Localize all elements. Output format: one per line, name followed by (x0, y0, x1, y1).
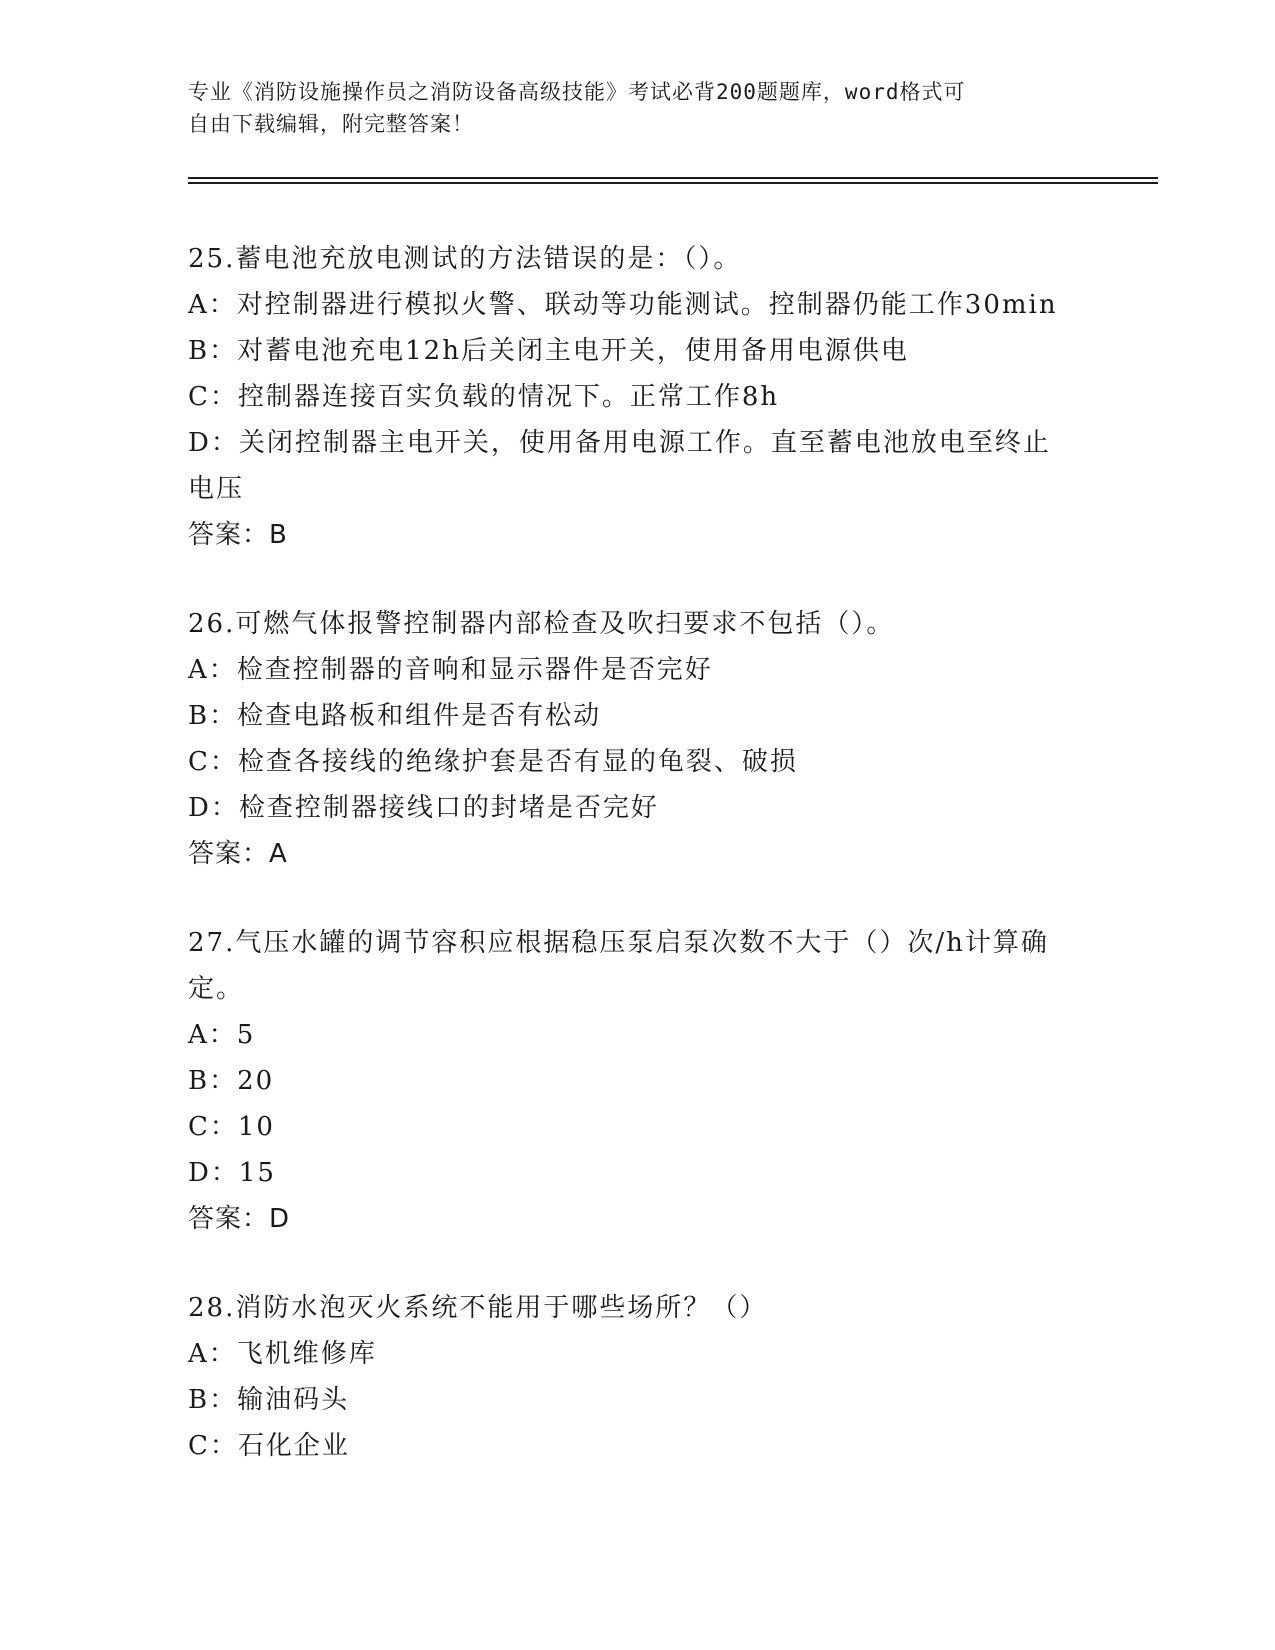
answer-label: 答案：D (188, 1204, 291, 1234)
header-divider-bottom (188, 182, 1158, 184)
header-line-1: 专业《消防设施操作员之消防设备高级技能》考试必背200题题库，word格式可 (188, 80, 966, 104)
option-d-continued: 电压 (188, 474, 245, 504)
document-header (188, 76, 1088, 140)
option-b: B：20 (188, 1066, 275, 1096)
option-c: C：检查各接线的绝缘护套是否有显的龟裂、破损 (188, 747, 798, 777)
header-divider-top (188, 177, 1158, 179)
question-25 (188, 236, 1088, 558)
option-a: A：飞机维修库 (188, 1339, 377, 1369)
question-26 (188, 601, 1088, 877)
question-stem: 25.蓄电池充放电测试的方法错误的是：（）。 (188, 244, 742, 274)
question-stem: 28.消防水泡灭火系统不能用于哪些场所？（） (188, 1293, 768, 1323)
option-d: D：检查控制器接线口的封堵是否完好 (188, 793, 659, 823)
option-c: C：10 (188, 1112, 275, 1142)
option-a: A：检查控制器的音响和显示器件是否完好 (188, 655, 713, 685)
question-stem: 27.气压水罐的调节容积应根据稳压泵启泵次数不大于（）次/h计算确 (188, 928, 1049, 958)
header-line-2: 自由下载编辑，附完整答案！ (188, 112, 474, 136)
answer-label: 答案：A (188, 839, 288, 869)
question-stem-continued: 定。 (188, 974, 245, 1004)
option-b: B：检查电路板和组件是否有松动 (188, 701, 602, 731)
option-d: D：15 (188, 1158, 276, 1188)
question-stem: 26.可燃气体报警控制器内部检查及吹扫要求不包括（）。 (188, 609, 895, 639)
option-c: C：石化企业 (188, 1431, 350, 1461)
question-27 (188, 920, 1088, 1242)
option-a: A：5 (188, 1020, 256, 1050)
option-b: B：对蓄电池充电12h后关闭主电开关，使用备用电源供电 (188, 336, 909, 366)
option-a: A：对控制器进行模拟火警、联动等功能测试。控制器仍能工作30min (188, 290, 1058, 320)
option-b: B：输油码头 (188, 1385, 350, 1415)
option-c: C：控制器连接百实负载的情况下。正常工作8h (188, 382, 780, 412)
question-28 (188, 1285, 1088, 1469)
option-d: D：关闭控制器主电开关，使用备用电源工作。直至蓄电池放电至终止 (188, 428, 1051, 458)
answer-label: 答案：B (188, 520, 288, 550)
question-list (188, 236, 1088, 1512)
